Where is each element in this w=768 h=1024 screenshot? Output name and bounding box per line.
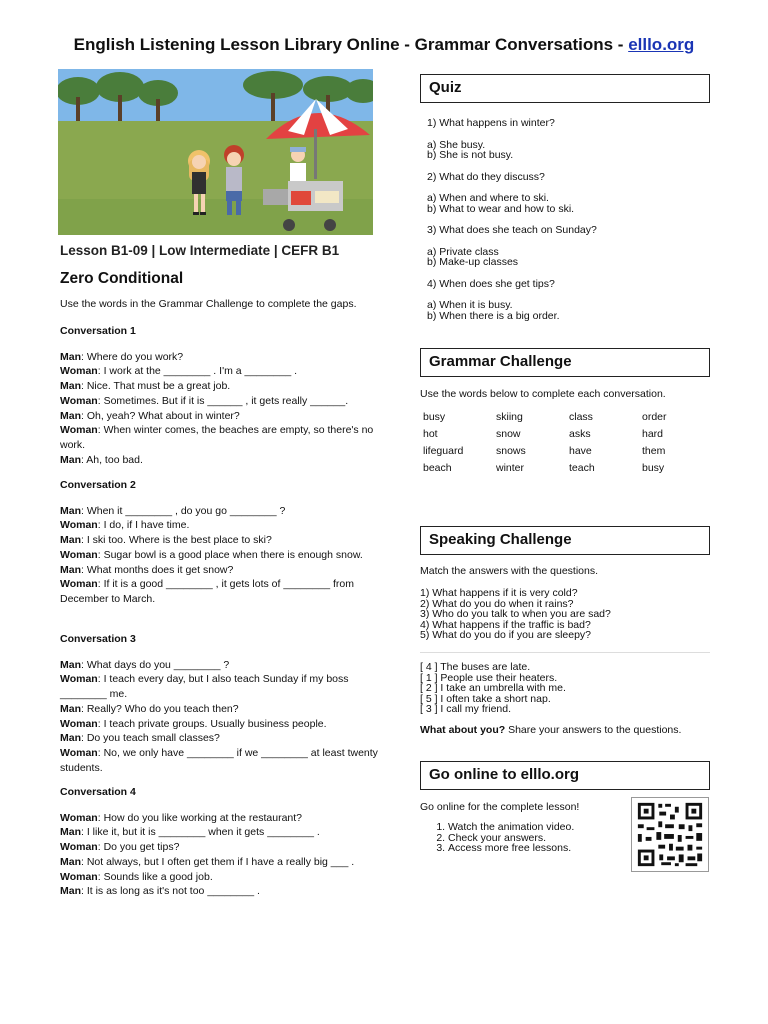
conversation-3 [60,632,380,775]
dialogue-line: Woman: No, we only have ________ if we ________ at least twenty students. [60,746,378,774]
dialogue-line: Man: Really? Who do you teach then? [60,702,239,715]
word-bank-item: busy [642,462,665,474]
word-bank [423,412,715,474]
dialogue-line: Man: What days do you ________ ? [60,658,230,671]
speaking-question: 5) What do you do if you are sleepy? [420,629,592,642]
qr-code-icon[interactable] [631,797,709,872]
conversation-title: Conversation 1 [60,325,136,337]
dialogue-line: Woman: I teach private groups. Usually business people. [60,717,327,730]
quiz-heading: Quiz [420,74,710,103]
word-bank-item: snows [496,445,526,457]
dialogue-line: Man: What months does it get snow? [60,563,234,576]
dialogue-line: Woman: Do you get tips? [60,841,180,854]
speaking-challenge-heading: Speaking Challenge [420,526,710,555]
quiz-options: a) She busy. b) She is not busy. [427,138,514,161]
dialogue-line: Woman: Sounds like a good job. [60,870,213,883]
what-about-you: What about you? Share your answers to the questions. [420,724,682,736]
dialogue-line: Man: Not always, but I often get them if I have a really big ___ . [60,855,355,868]
speaking-question: 4) What happens if the traffic is bad? [420,618,591,631]
go-online-heading: Go online to elllo.org [420,761,710,790]
speaking-questions [420,588,720,641]
quiz-options: a) When it is busy. b) When there is a big order. [427,299,560,322]
dialogue-line: Man: It is as long as it's not too ________ . [60,885,260,898]
speaking-question: 2) What do you do when it rains? [420,597,574,610]
conversation-title: Conversation 2 [60,479,136,491]
lesson-instructions: Use the words in the Grammar Challenge to complete the gaps. [60,298,357,310]
quiz-options: a) Private class b) Make-up classes [427,245,519,268]
dialogue-line: Woman: When winter comes, the beaches are empty, so there's no work. [60,424,374,451]
dialogue-line: Woman: Sometimes. But if it is ______ , it gets really ______. [60,394,349,407]
word-bank-item: snow [496,428,521,440]
go-online-step: 2. Check your answers. [448,833,574,844]
speaking-answer: [ 3 ] I call my friend. [420,703,512,716]
dialogue-line: Woman: Sugar bowl is a good place when there is enough snow. [60,548,363,561]
quiz-question: 2) What do they discuss? [427,170,545,183]
word-bank-item: skiing [496,411,523,423]
word-bank-item: hard [642,428,664,440]
go-online-step: 3. Access more free lessons. [448,843,574,854]
page-title-text: English Listening Lesson Library Online - Grammar Conversations - [73,35,629,54]
dialogue-line: Man: Ah, too bad. [60,453,143,466]
conversation-2 [60,478,380,607]
vendor [290,147,306,183]
dialogue-line: Man: Do you teach small classes? [60,732,220,745]
quiz-question: 4) When does she get tips? [427,277,555,290]
page-title [0,35,768,55]
quiz-question: 1) What happens in winter? [427,117,555,129]
word-bank-item: have [569,445,592,457]
dialogue-line: Woman: If it is a good ________ , it gets lots of ________ from December to March. [60,578,354,605]
lesson-info: Lesson B1-09 | Low Intermediate | CEFR B1 [60,243,340,258]
word-bank-item: busy [423,411,446,423]
dialogue-line: Man: Oh, yeah? What about in winter? [60,409,240,422]
word-bank-item: lifeguard [423,445,464,457]
lesson-heading: Zero Conditional [60,270,184,287]
word-bank-item: teach [569,462,595,474]
grammar-challenge-instructions: Use the words below to complete each conversation. [420,388,666,400]
dialogue-line: Man: I like it, but it is ________ when it gets ________ . [60,826,320,839]
word-bank-item: them [642,445,666,457]
go-online-steps [420,822,574,854]
speaking-question: 1) What happens if it is very cold? [420,587,578,599]
quiz-question: 3) What does she teach on Sunday? [427,224,597,236]
dialogue-line: Man: Nice. That must be a great job. [60,380,231,393]
grammar-challenge-heading: Grammar Challenge [420,348,710,377]
dialogue-line: Man: Where do you work? [60,350,184,363]
word-bank-item: beach [423,462,452,474]
speaking-challenge-instructions: Match the answers with the questions. [420,565,599,577]
dialogue-line: Man: When it ________ , do you go ________ ? [60,504,286,517]
speaking-answers [420,662,720,715]
word-bank-item: order [642,411,667,423]
dialogue-line: Woman: I work at the ________ . I'm a ________ . [60,365,298,378]
conversation-1 [60,324,380,467]
divider [420,652,710,653]
conversation-title: Conversation 3 [60,633,136,645]
lesson-illustration [58,69,373,235]
conversation-4 [60,785,380,899]
quiz-options: a) When and where to ski. b) What to wear and how to ski. [427,192,575,215]
conversation-title: Conversation 4 [60,786,136,798]
word-bank-item: asks [569,428,591,440]
speaking-answer: [ 1 ] People use their heaters. [420,671,558,684]
go-online-intro: Go online for the complete lesson! [420,801,580,813]
dialogue-line: Woman: I do, if I have time. [60,519,190,532]
speaking-answer: [ 5 ] I often take a short nap. [420,692,551,705]
dialogue-line: Woman: I teach every day, but I also teach Sunday if my boss ________ me. [60,673,349,701]
speaking-question: 3) Who do you talk to when you are sad? [420,608,611,621]
speaking-answer: [ 2 ] I take an umbrella with me. [420,682,566,695]
go-online-step: 1. Watch the animation video. [448,822,574,833]
word-bank-item: hot [423,428,438,440]
elllo-link[interactable]: elllo.org [628,35,695,54]
dialogue-line: Woman: How do you like working at the restaurant? [60,811,303,824]
word-bank-item: class [569,411,593,423]
speaking-answer: [ 4 ] The buses are late. [420,661,531,673]
dialogue-line: Man: I ski too. Where is the best place to ski? [60,534,272,547]
quiz-list [427,118,717,332]
word-bank-item: winter [496,462,525,474]
